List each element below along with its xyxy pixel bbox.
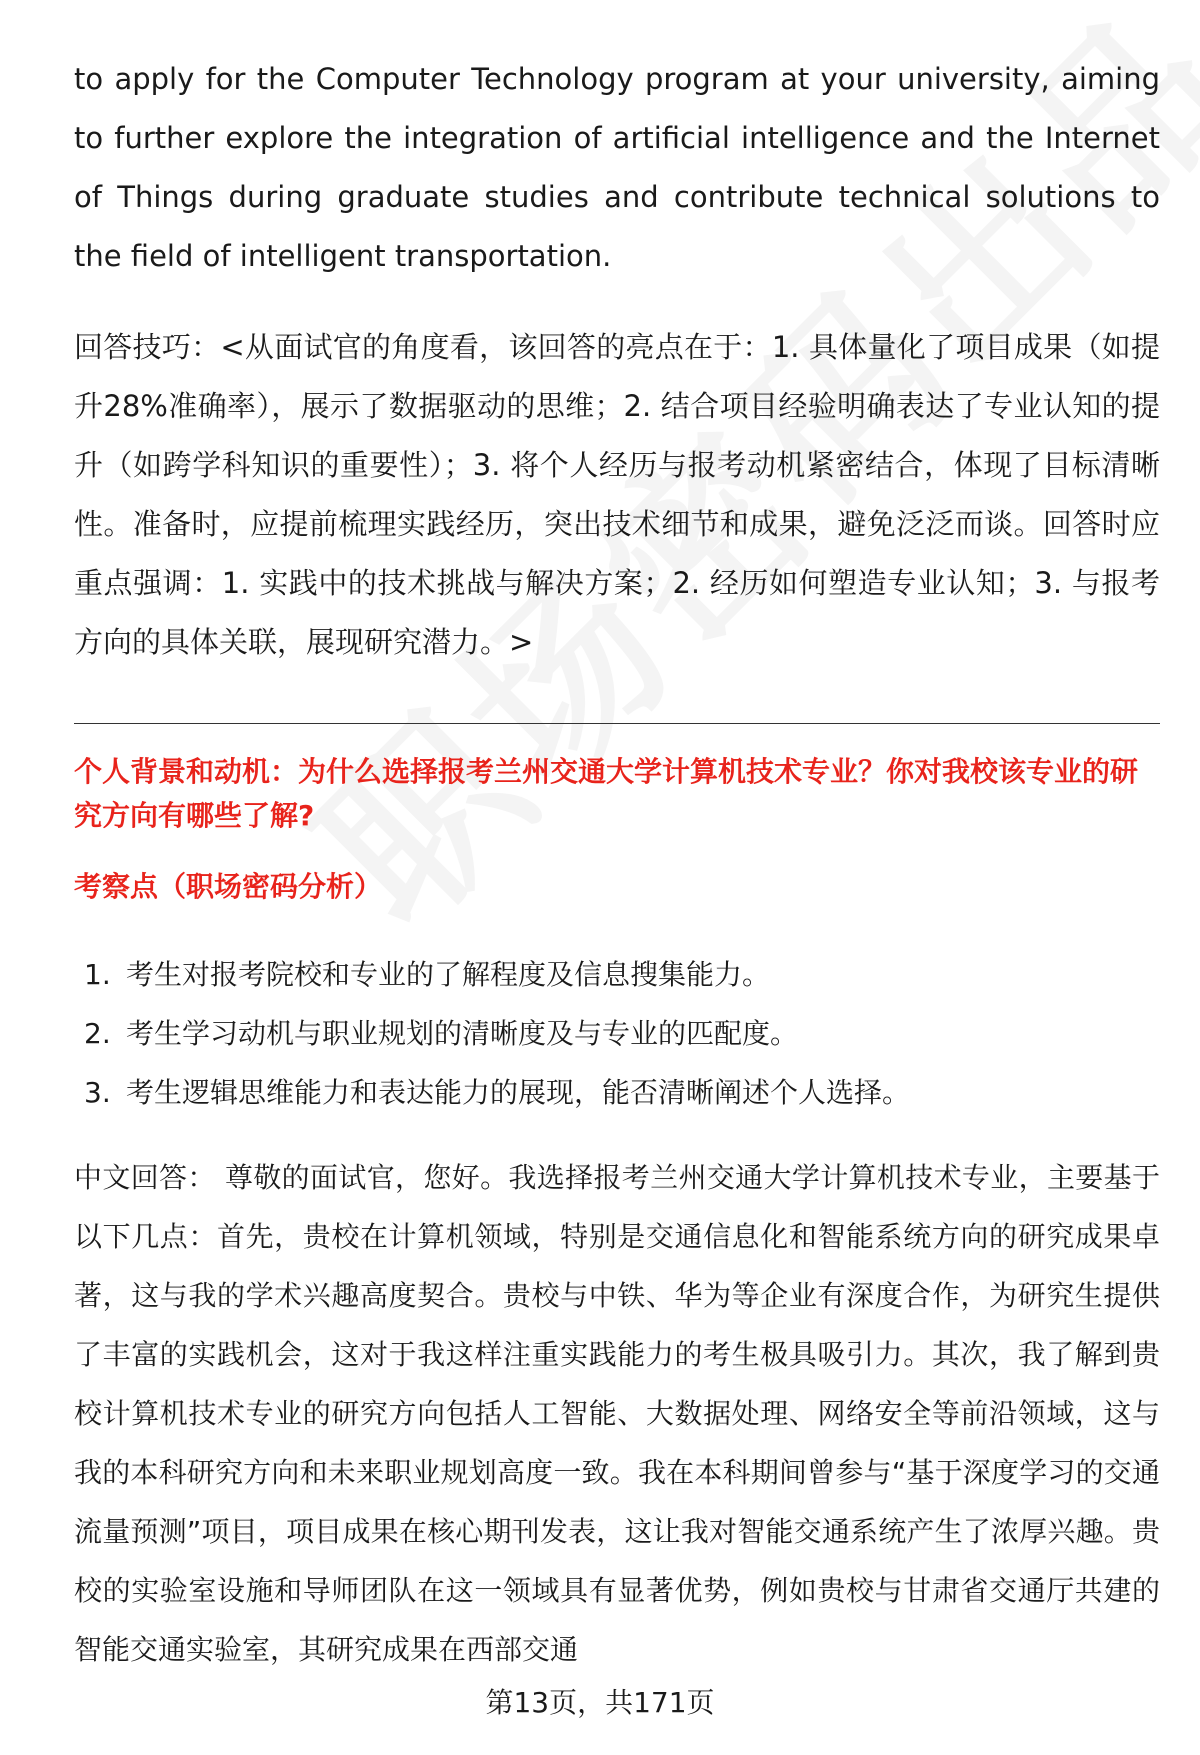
chinese-answer-paragraph: 中文回答： 尊敬的面试官，您好。我选择报考兰州交通大学计算机技术专业，主要基于以下几点：首先，贵校在计算机领域，特别是交通信息化和智能系统方向的研究成果卓著，这与我的学术兴趣高度契合。贵校与中铁、华为等企业有深度合作，为研究生提供了丰富的实践机会，这对于我这样注重实践能力的考生极具吸引力。其次，我了解到贵校计算机技术专业的研究方向包括人工智能、大数据处理、网络安全等前沿领域，这与我的本科研究方向和未来职业规划高度一致。我在本科期间曾参与“基于深度学习的交通流量预测”项目，项目成果在核心期刊发表，这让我对智能交通系统产生了浓厚兴趣。贵校的实验室设施和导师团队在这一领域具有显著优势，例如贵校与甘肃省交通厅共建的智能交通实验室，其研究成果在西部交通 [74,1161,1160,1666]
list-item [84,945,1154,1004]
interview-question-heading: 个人背景和动机：为什么选择报考兰州交通大学计算机技术专业？你对我校该专业的研究方向有哪些了解? [74,755,1139,832]
page-number-footer: 第13页，共171页 [485,1686,715,1719]
list-item-number: 1. [84,958,111,991]
list-item-number: 2. [84,1017,111,1050]
list-item-text: 考生对报考院校和专业的了解程度及信息搜集能力。 [126,958,771,991]
list-item-text: 考生逻辑思维能力和表达能力的展现，能否清晰阐述个人选择。 [126,1076,911,1109]
list-item [84,1063,1154,1122]
english-answer-paragraph: to apply for the Computer Technology program at your university, aiming to further explore the integration of artificial intelligence and the Internet of Things during graduate studies and contribute technical solutions to the field of intelligent transportation. [74,62,1160,273]
list-item-text: 考生学习动机与职业规划的清晰度及与专业的匹配度。 [126,1017,799,1050]
assessment-points-heading: 考察点（职场密码分析） [74,870,383,903]
list-item [84,1004,1154,1063]
answer-tips-paragraph: 回答技巧：<从面试官的角度看，该回答的亮点在于：1. 具体量化了项目成果（如提升28%准确率），展示了数据驱动的思维；2. 结合项目经验明确表达了专业认知的提升（如跨学科知识的重要性）；3. 将个人经历与报考动机紧密结合，体现了目标清晰性。准备时，应提前梳理实践经历，突出技术细节和成果，避免泛泛而谈。回答时应重点强调：1. 实践中的技术挑战与解决方案；2. 经历如何塑造专业认知；3. 与报考方向的具体关联，展现研究潜力。> [74,330,1160,659]
list-item-number: 3. [84,1076,111,1109]
section-divider [74,723,1160,724]
assessment-points-list [84,945,1154,1122]
